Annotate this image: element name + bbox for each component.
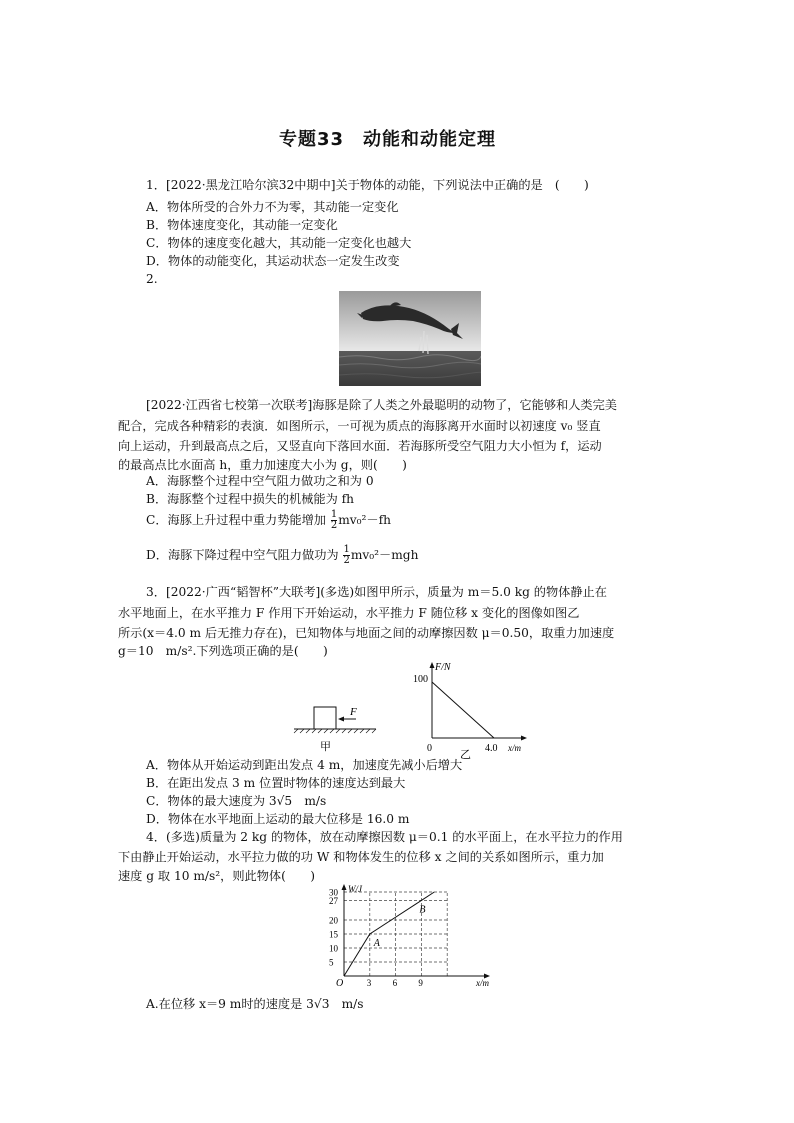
q4-stem-line-1: 4．(多选)质量为 2 kg 的物体，放在动摩擦因数 μ＝0.1 的水平面上，在水平拉力的作用 xyxy=(146,830,623,844)
q4-stem-line-3: 速度 g 取 10 m/s²，则此物体( ) xyxy=(118,869,315,883)
figure-yi-caption: 乙 xyxy=(460,749,471,760)
figure-jia xyxy=(290,695,380,755)
q3-option-d: D．物体在水平地面上运动的最大位移是 16.0 m xyxy=(146,812,410,826)
q1-option-b: B．物体速度变化，其动能一定变化 xyxy=(146,218,338,232)
q3-stem-line-1: 3．[2022·广西“韬智杯”大联考](多选)如图甲所示，质量为 m＝5.0 kg 的物体静止在 xyxy=(146,585,607,599)
grid-lines xyxy=(344,892,447,976)
q3-option-b: B．在距出发点 3 m 位置时物体的速度达到最大 xyxy=(146,776,406,790)
y-axis-arrow xyxy=(430,662,435,668)
q3-option-a: A．物体从开始运动到距出发点 4 m，加速度先减小后增大 xyxy=(146,758,463,772)
q2-number: 2. xyxy=(146,272,158,286)
fraction: $\frac{1}{2}$ xyxy=(343,544,350,566)
dolphin-photo xyxy=(339,291,481,386)
q2-option-c-text: C．海豚上升过程中重力势能增加 xyxy=(146,513,326,527)
q2-stem-line-1: [2022·江西省七校第一次联考]海豚是除了人类之外最聪明的动物了，它能够和人类完美 xyxy=(146,398,617,412)
q1-stem: 1．[2022·黑龙江哈尔滨32中期中]关于物体的动能，下列说法中正确的是 ( ) xyxy=(146,178,589,192)
q2-stem-line-3: 向上运动，升到最高点之后，又竖直向下落回水面．若海豚所受空气阻力大小恒为 f，运动 xyxy=(118,439,602,453)
q3-stem-line-4: g＝10 m/s².下列选项正确的是( ) xyxy=(118,644,328,658)
page-title: 专题33 动能和动能定理 xyxy=(279,129,497,150)
q4-option-a: A.在位移 x＝9 m时的速度是 3√3 m/s xyxy=(146,997,364,1011)
fraction: $\frac{1}{2}$ xyxy=(330,509,338,531)
x-tick-label: 6 xyxy=(392,978,398,988)
q1-option-a: A．物体所受的合外力不为零，其动能一定变化 xyxy=(146,200,399,214)
work-displacement-chart xyxy=(318,882,498,992)
y-tick-label: 30 xyxy=(329,887,338,898)
q2-option-a: A．海豚整个过程中空气阻力做功之和为 0 xyxy=(146,474,374,488)
origin-label: O xyxy=(336,978,344,989)
q2-option-d-text: D．海豚下降过程中空气阻力做功为 xyxy=(146,548,339,562)
q2-option-b: B．海豚整个过程中损失的机械能为 fh xyxy=(146,492,355,506)
point-b-label: B xyxy=(419,904,426,916)
y-tick-label: 15 xyxy=(329,929,338,940)
q3-option-c: C．物体的最大速度为 3√5 m/s xyxy=(146,794,327,808)
figure-yi-chart xyxy=(405,660,535,760)
y-tick-label: 20 xyxy=(329,915,338,926)
x-tick-label: 9 xyxy=(418,978,423,988)
x-tick-label: 3 xyxy=(366,978,372,988)
q2-option-d xyxy=(146,545,418,566)
ground-hatching xyxy=(294,729,376,733)
force-line xyxy=(432,682,494,738)
q3-stem-line-2: 水平地面上，在水平推力 F 作用下开始运动，水平推力 F 随位移 x 变化的图像如图乙 xyxy=(118,606,580,620)
q1-option-c: C．物体的速度变化越大，其动能一定变化也越大 xyxy=(146,236,412,250)
y-axis-arrow xyxy=(342,884,347,890)
q4-stem-line-2: 下由静止开始运动，水平拉力做的功 W 和物体发生的位移 x 之间的关系如图所示，重力加 xyxy=(118,850,604,864)
q3-stem-line-3: 所示(x＝4.0 m 后无推力存在)，已知物体与地面之间的动摩擦因数 μ＝0.50，取重力加速度 xyxy=(118,626,615,640)
point-a-label: A xyxy=(373,938,380,949)
q2-stem-line-4: 的最高点比水面高 h，重力加速度大小为 g，则( ) xyxy=(118,458,407,472)
origin-label: 0 xyxy=(427,743,432,754)
force-arrowhead xyxy=(338,717,344,722)
q2-option-d-tail: mv₀²－mgh xyxy=(350,548,419,562)
x-axis-arrow xyxy=(521,736,527,741)
q2-option-c-tail: mv₀²－fh xyxy=(338,513,391,527)
figure-jia-caption: 甲 xyxy=(320,741,331,753)
y-tick-label: 100 xyxy=(413,674,428,685)
x-tick-labels xyxy=(367,978,424,988)
x-axis-label: x/m xyxy=(476,978,489,988)
y-axis-label: W/J xyxy=(348,884,362,894)
force-label: F xyxy=(350,706,357,718)
y-tick-label: 10 xyxy=(329,943,338,954)
x-tick-label: 4.0 xyxy=(485,743,498,754)
q1-option-d: D．物体的动能变化，其运动状态一定发生改变 xyxy=(146,254,400,268)
y-tick-label: 27 xyxy=(329,895,338,906)
q2-option-c xyxy=(146,510,391,531)
block xyxy=(314,707,336,729)
q2-stem-line-2: 配合，完成各种精彩的表演．如图所示，一可视为质点的海豚离开水面时以初速度 v₀ 竖直 xyxy=(118,419,601,433)
y-tick-label: 5 xyxy=(329,957,334,968)
y-tick-labels xyxy=(329,888,339,968)
x-axis-label: x/m xyxy=(508,743,521,753)
y-axis-label: F/N xyxy=(435,662,451,673)
